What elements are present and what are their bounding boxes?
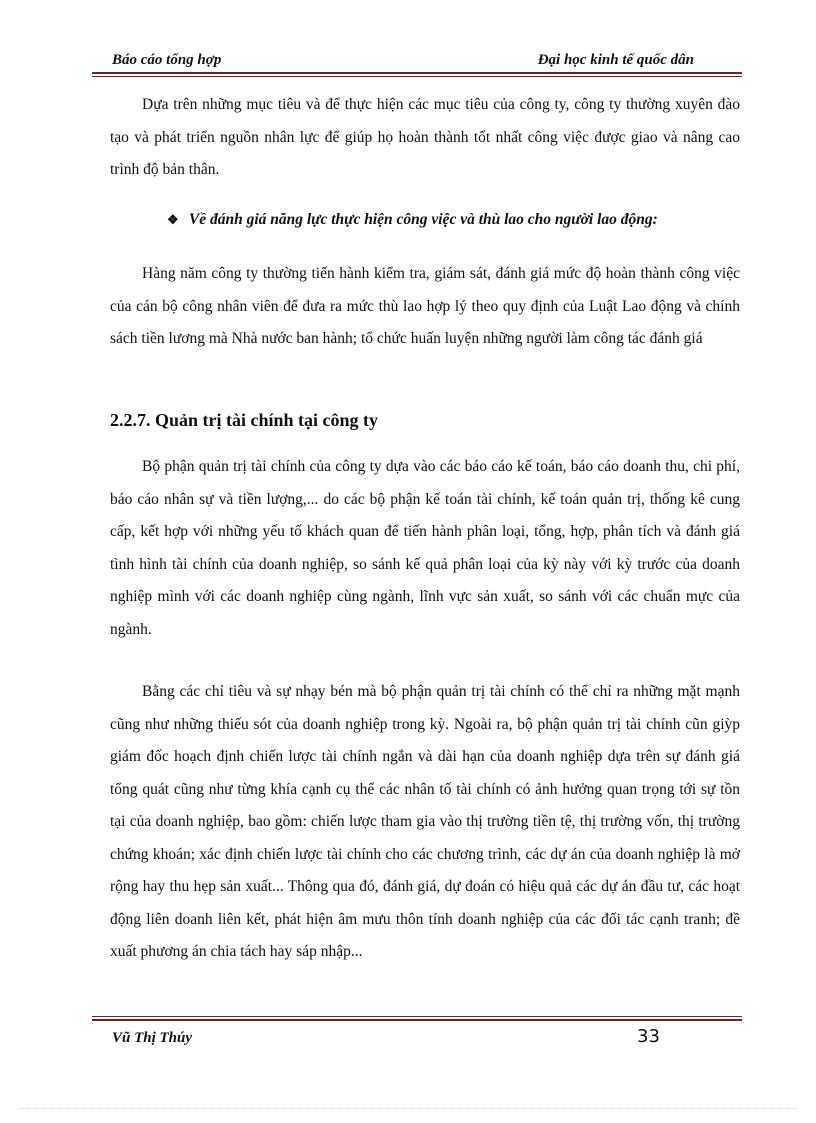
header-report-title: Báo cáo tổng hợp: [112, 52, 222, 68]
header-rule-thick: [92, 72, 742, 74]
paragraph-3-text: Bộ phận quản trị tài chính của công ty dựa vào các báo cáo kế toán, báo cáo doanh thu, chi phí, báo cáo nhân sự và tiền lượng,... do các bộ phận kế toán tài chính, kế toán quản trị, thống kê cung cấp, kết hợp với những yếu tố khách quan để tiến hành phân loại, tổng, hợp, phân tích và đánh giá tình hình tài chính của doanh nghiệp, so sánh kế quả phân loại của kỳ này với kỳ trước của doanh nghiệp mình với các doanh nghiệp cùng ngành, lĩnh vực sản xuất, so sánh với các chuẩn mực của ngành.: [110, 458, 740, 638]
bullet-heading-text: Về đánh giá năng lực thực hiện công việc và thù lao cho người lao động:: [188, 211, 658, 228]
bullet-heading: [167, 211, 658, 229]
paragraph-4-text: Bằng các chỉ tiêu và sự nhạy bén mà bộ phận quản trị tài chính có thể chỉ ra những mặt mạnh cũng như những thiếu sót của doanh nghiệp trong kỳ. Ngoài ra, bộ phận quản trị tài chính cũn giỳp giám đốc hoạch định chiến lược tài chính ngắn và dài hạn của doanh nghiệp dựa trên sự đánh giá tổng quát cũng như từng khía cạnh cụ thể các nhân tố tài chính có ảnh hưởng quan trọng tới sự tồn tại của doanh nghiệp, bao gồm: chiến lược tham gia vào thị trường tiền tệ, thị trường vốn, thị trường chứng khoán; xác định chiến lược tài chính cho các chương trình, các dự án của doanh nghiệp là mở rộng hay thu hẹp sản xuất... Thông qua đó, đánh giá, dự đoán có hiệu quả các dự án đầu tư, các hoạt động liên doanh liên kết, phát hiện âm mưu thôn tính doanh nghiệp của các đối tác cạnh tranh; đề xuất phương án chia tách hay sáp nhập...: [110, 683, 740, 960]
paragraph-4: [110, 676, 740, 969]
header-university: Đại học kinh tế quốc dân: [537, 52, 694, 68]
footer-author: Vũ Thị Thúy: [112, 1030, 193, 1046]
header-rule-thin: [92, 76, 742, 77]
paragraph-2-text: Hàng năm công ty thường tiến hành kiểm tra, giám sát, đánh giá mức độ hoàn thành công việc của cán bộ công nhân viên để đưa ra mức thù lao hợp lý theo quy định của Luật Lao động và chính sách tiền lương mà Nhà nước ban hành; tổ chức huấn luyện những người làm công tác đánh giá: [110, 265, 740, 347]
section-title: 2.2.7. Quản trị tài chính tại công ty: [110, 410, 379, 430]
paragraph-3: [110, 451, 740, 646]
page-number: 33: [637, 1026, 660, 1047]
paragraph-1: [110, 89, 740, 187]
footer-rule-thin: [92, 1016, 742, 1017]
page-header: [92, 50, 742, 74]
diamond-bullet-icon: ❖: [167, 212, 179, 227]
paragraph-2: [110, 258, 740, 356]
footer-rule-thick: [92, 1019, 742, 1021]
paragraph-1-text: Dựa trên những mục tiêu và để thực hiện các mục tiêu của công ty, công ty thường xuyên đào tạo và phát triển nguồn nhân lực để giúp họ hoàn thành tốt nhất công việc được giao và nâng cao trình độ bản thân.: [110, 96, 740, 178]
page-bottom-dotted-line: [20, 1108, 796, 1109]
